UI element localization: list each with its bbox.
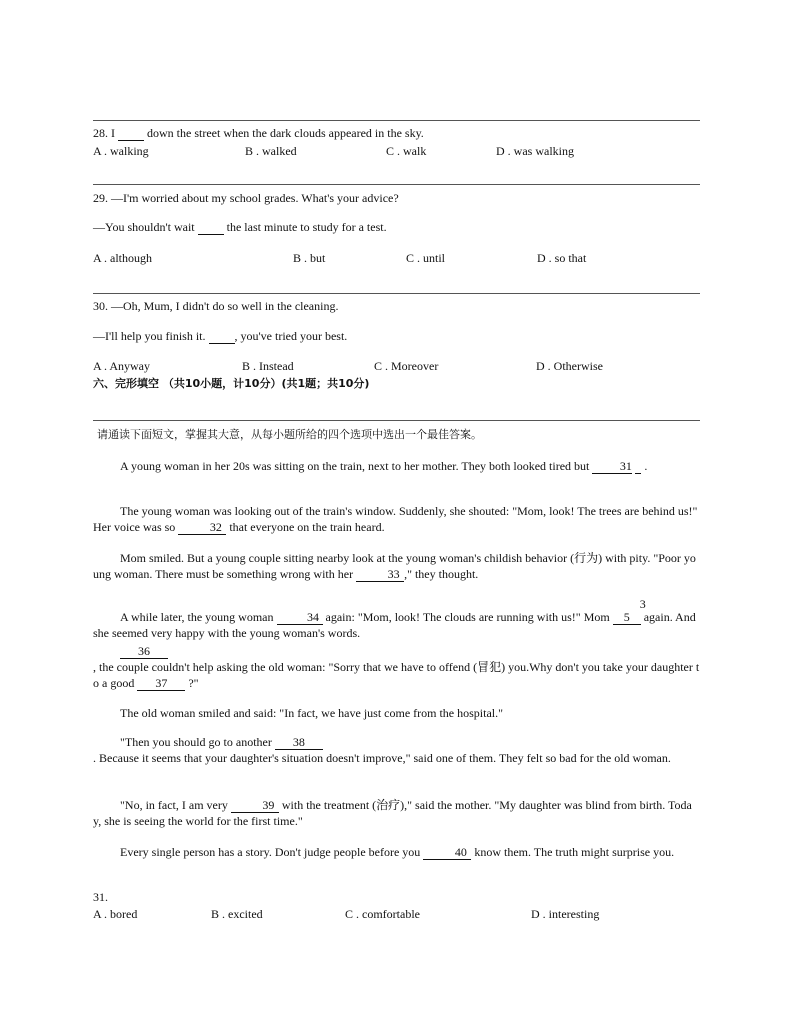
p9-text: Every single person has a story. Don't judge people before you	[120, 845, 421, 859]
q29-option-c[interactable]: C . until	[406, 251, 446, 265]
q29-line2-pre: —You shouldn't wait	[93, 220, 195, 234]
blank-36: 36	[120, 645, 168, 659]
q30-option-b[interactable]: B . Instead	[242, 359, 294, 373]
blank-34: 34	[277, 611, 323, 625]
q28-stem	[93, 125, 424, 141]
p3-text: Mom smiled. But a young couple sitting nearby look at the young woman's childish behavior (行为) with pity. "Poor young woman. There must be something wrong with her	[93, 551, 696, 581]
passage-p3	[93, 550, 700, 582]
q31-option-c[interactable]: C . comfortable	[345, 907, 420, 921]
p5-text: , the couple couldn't help asking the old woman: "Sorry that we have to offend (冒犯) you.Why don't you take your daughter to a good	[93, 660, 700, 690]
q30-line2	[93, 328, 347, 344]
q29-line1: 29. —I'm worried about my school grades. What's your advice?	[93, 191, 399, 205]
p9-tail: know them. The truth might surprise you.	[474, 845, 675, 859]
p5-tail: ?"	[188, 676, 199, 690]
passage-p1	[93, 458, 700, 474]
p1-text: A young woman in her 20s was sitting on the train, next to her mother. They both looked tired but	[120, 459, 590, 473]
q28-option-b[interactable]: B . walked	[245, 144, 297, 158]
q29-option-b[interactable]: B . but	[293, 251, 326, 265]
p2-text: The young woman was looking out of the train's window. Suddenly, she shouted: "Mom, look! The trees are behind us!" Her voice was so	[93, 504, 698, 534]
q29-option-a[interactable]: A . although	[93, 251, 152, 265]
q28-option-a[interactable]: A . walking	[93, 144, 149, 158]
q30-option-a[interactable]: A . Anyway	[93, 359, 150, 373]
blank-31: 31	[592, 460, 632, 474]
blank-35: 35	[613, 598, 641, 625]
q29-line2-post: the last minute to study for a test.	[226, 220, 387, 234]
passage-p8	[93, 797, 700, 829]
q31-option-a[interactable]: A . bored	[93, 907, 138, 921]
divider-section6	[93, 420, 700, 421]
p8-tail: with the treatment (治疗)," said the mother. "My daughter was blind from birth. Today, she is seeing the world for the first time."	[93, 798, 692, 828]
passage-p4	[93, 598, 700, 641]
q30-line1: 30. —Oh, Mum, I didn't do so well in the cleaning.	[93, 299, 339, 313]
passage-p7: . Because it seems that your daughter's situation doesn't improve," said one of them. They felt so bad for the old woman.	[93, 751, 671, 765]
q30-option-d[interactable]: D . Otherwise	[536, 359, 603, 373]
p4-mid: again: "Mom, look! The clouds are running with us!" Mom	[325, 610, 610, 624]
blank-36-line	[120, 643, 168, 659]
p8-text: "No, in fact, I am very	[120, 798, 228, 812]
q30-line2-post: , you've tried your best.	[234, 329, 348, 343]
divider-q30	[93, 293, 700, 294]
q31-number: 31.	[93, 890, 108, 904]
q31-option-d[interactable]: D . interesting	[531, 907, 600, 921]
blank-37: 37	[137, 677, 185, 691]
blank-32: 32	[178, 521, 226, 535]
q29-option-d[interactable]: D . so that	[537, 251, 587, 265]
p1-tail: .	[644, 459, 648, 473]
p7-text: "Then you should go to another	[120, 735, 272, 749]
passage-p7-line1	[120, 734, 323, 750]
p3-tail: ," they thought.	[404, 567, 479, 581]
passage-p9	[93, 844, 700, 860]
divider-top	[93, 120, 700, 121]
q30-blank	[209, 330, 235, 344]
q30-option-c[interactable]: C . Moreover	[374, 359, 439, 373]
blank-31-cont	[635, 460, 641, 474]
q28-stem-post: down the street when the dark clouds appeared in the sky.	[147, 126, 424, 140]
blank-33: 33	[356, 568, 404, 582]
passage-p5	[93, 659, 700, 691]
p2-tail: that everyone on the train heard.	[229, 520, 385, 534]
q28-blank	[118, 127, 144, 141]
q28-option-d[interactable]: D . was walking	[496, 144, 574, 158]
section-heading: 六、完形填空 （共10小题，计10分）(共1题；共10分)	[93, 377, 370, 390]
q29-line2	[93, 219, 387, 235]
divider-q29	[93, 184, 700, 185]
blank-40: 40	[423, 846, 471, 860]
q28-stem-pre: 28. I	[93, 126, 115, 140]
q28-option-c[interactable]: C . walk	[386, 144, 427, 158]
section-instruction: 请通读下面短文，掌握其大意，从每小题所给的四个选项中选出一个最佳答案。	[97, 428, 482, 441]
q30-line2-pre: —I'll help you finish it.	[93, 329, 206, 343]
blank-38: 38	[275, 736, 323, 750]
passage-p6: The old woman smiled and said: "In fact, we have just come from the hospital."	[120, 706, 504, 720]
p4-tail: again. And she seemed very happy with the young woman's words.	[93, 610, 696, 640]
blank-39: 39	[231, 799, 279, 813]
q29-blank	[198, 221, 224, 235]
p4-text: A while later, the young woman	[120, 610, 274, 624]
q31-option-b[interactable]: B . excited	[211, 907, 263, 921]
passage-p2	[93, 503, 700, 535]
